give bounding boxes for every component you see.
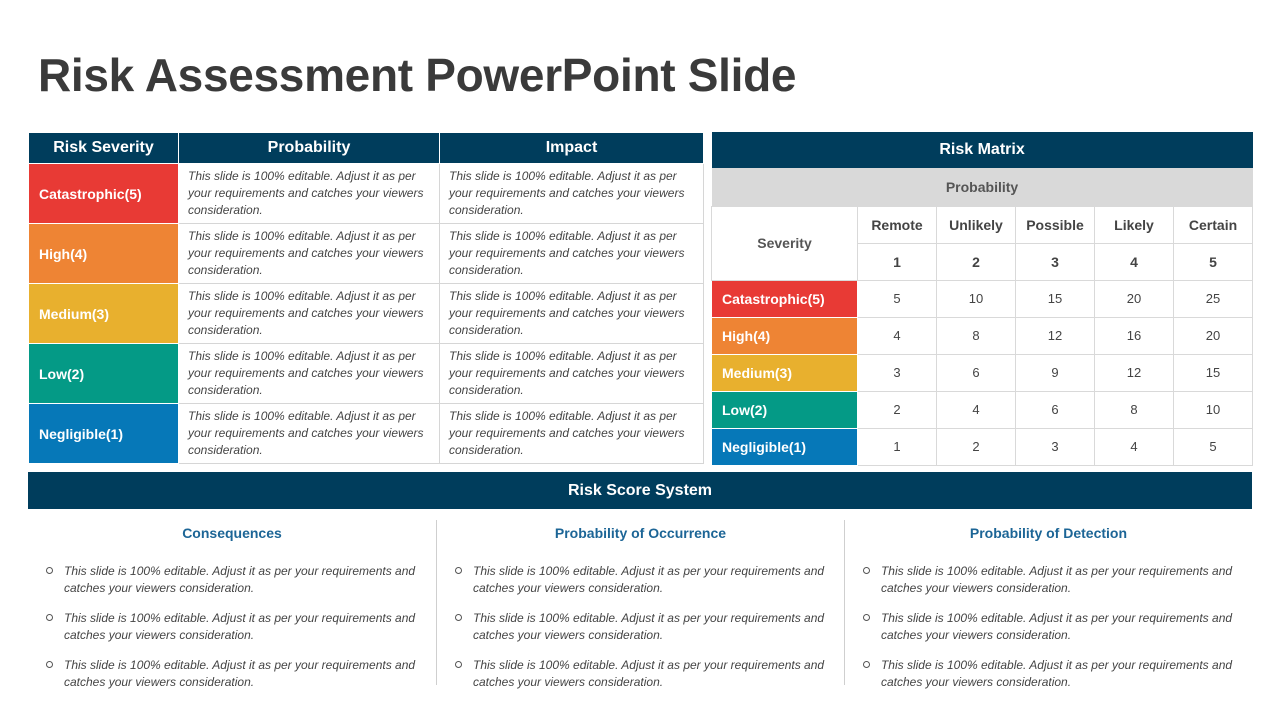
list-item bbox=[46, 657, 418, 691]
category-remote: Remote bbox=[858, 206, 937, 243]
matrix-probability-label: Probability bbox=[712, 168, 1253, 206]
page-title: Risk Assessment PowerPoint Slide bbox=[38, 49, 797, 101]
column-title: Probability of Occurrence bbox=[554, 525, 727, 541]
impact-cell: This slide is 100% editable. Adjust it as per your requirements and catches your viewers consideration. bbox=[440, 344, 704, 404]
table-row bbox=[29, 164, 704, 224]
matrix-cell: 6 bbox=[937, 354, 1016, 391]
circle-bullet-icon bbox=[455, 567, 462, 574]
header-probability: Probability bbox=[179, 133, 440, 164]
impact-cell: This slide is 100% editable. Adjust it as per your requirements and catches your viewers consideration. bbox=[440, 164, 704, 224]
list-item-text: This slide is 100% editable. Adjust it as per your requirements and catches your viewers consideration. bbox=[880, 611, 1233, 642]
matrix-cell: 20 bbox=[1095, 280, 1174, 317]
bullet-list bbox=[46, 563, 418, 691]
matrix-row bbox=[712, 428, 1253, 465]
matrix-cell: 2 bbox=[937, 428, 1016, 465]
matrix-cell: 16 bbox=[1095, 317, 1174, 354]
matrix-cell: 4 bbox=[937, 391, 1016, 428]
matrix-cell: 5 bbox=[1174, 428, 1253, 465]
list-item-text: This slide is 100% editable. Adjust it as per your requirements and catches your viewers consideration. bbox=[64, 611, 416, 642]
probability-number: 1 bbox=[858, 243, 937, 280]
table-row bbox=[29, 284, 704, 344]
probability-number: 2 bbox=[937, 243, 1016, 280]
probability-cell: This slide is 100% editable. Adjust it as per your requirements and catches your viewers consideration. bbox=[179, 404, 440, 464]
matrix-level-medium: Medium(3) bbox=[712, 354, 858, 391]
list-item-text: This slide is 100% editable. Adjust it as per your requirements and catches your viewers consideration. bbox=[64, 658, 416, 689]
matrix-cell: 3 bbox=[858, 354, 937, 391]
list-item bbox=[455, 610, 826, 644]
list-item bbox=[863, 657, 1234, 691]
matrix-level-low: Low(2) bbox=[712, 391, 858, 428]
impact-cell: This slide is 100% editable. Adjust it as per your requirements and catches your viewers consideration. bbox=[440, 284, 704, 344]
probability-cell: This slide is 100% editable. Adjust it as per your requirements and catches your viewers consideration. bbox=[179, 284, 440, 344]
matrix-row bbox=[712, 391, 1253, 428]
risk-severity-table bbox=[28, 132, 704, 464]
circle-bullet-icon bbox=[863, 614, 870, 621]
matrix-title-row bbox=[712, 132, 1253, 168]
matrix-row bbox=[712, 317, 1253, 354]
list-item bbox=[46, 563, 418, 597]
severity-level-negligible: Negligible(1) bbox=[29, 404, 179, 464]
matrix-level-catastrophic: Catastrophic(5) bbox=[712, 280, 858, 317]
circle-bullet-icon bbox=[455, 614, 462, 621]
severity-level-high: High(4) bbox=[29, 224, 179, 284]
bullet-list bbox=[455, 563, 826, 691]
list-item-text: This slide is 100% editable. Adjust it as per your requirements and catches your viewers consideration. bbox=[64, 564, 416, 595]
list-item bbox=[455, 657, 826, 691]
matrix-level-negligible: Negligible(1) bbox=[712, 428, 858, 465]
category-certain: Certain bbox=[1174, 206, 1253, 243]
matrix-title: Risk Matrix bbox=[712, 132, 1253, 168]
category-unlikely: Unlikely bbox=[937, 206, 1016, 243]
table-header-row bbox=[29, 133, 704, 164]
list-item bbox=[863, 610, 1234, 644]
matrix-cell: 8 bbox=[937, 317, 1016, 354]
list-item bbox=[455, 563, 826, 597]
matrix-row bbox=[712, 354, 1253, 391]
category-possible: Possible bbox=[1016, 206, 1095, 243]
risk-matrix-table bbox=[711, 132, 1253, 466]
probability-cell: This slide is 100% editable. Adjust it as per your requirements and catches your viewers consideration. bbox=[179, 164, 440, 224]
matrix-cell: 8 bbox=[1095, 391, 1174, 428]
matrix-level-high: High(4) bbox=[712, 317, 858, 354]
circle-bullet-icon bbox=[455, 661, 462, 668]
risk-score-system-header: Risk Score System bbox=[28, 472, 1252, 509]
table-row bbox=[29, 224, 704, 284]
list-item-text: This slide is 100% editable. Adjust it as per your requirements and catches your viewers consideration. bbox=[880, 564, 1233, 595]
circle-bullet-icon bbox=[46, 567, 53, 574]
circle-bullet-icon bbox=[863, 661, 870, 668]
header-risk-severity: Risk Severity bbox=[29, 133, 179, 164]
matrix-cell: 10 bbox=[1174, 391, 1253, 428]
matrix-cell: 5 bbox=[858, 280, 937, 317]
matrix-cell: 4 bbox=[1095, 428, 1174, 465]
column-title: Probability of Detection bbox=[969, 525, 1128, 541]
matrix-cell: 25 bbox=[1174, 280, 1253, 317]
probability-number: 3 bbox=[1016, 243, 1095, 280]
list-item-text: This slide is 100% editable. Adjust it as per your requirements and catches your viewers consideration. bbox=[472, 611, 825, 642]
bullet-list bbox=[863, 563, 1234, 691]
header-impact: Impact bbox=[440, 133, 704, 164]
probability-number: 5 bbox=[1174, 243, 1253, 280]
probability-of-occurrence-column bbox=[436, 520, 844, 689]
matrix-cell: 12 bbox=[1016, 317, 1095, 354]
matrix-cell: 15 bbox=[1174, 354, 1253, 391]
matrix-probability-row bbox=[712, 168, 1253, 206]
list-item bbox=[863, 563, 1234, 597]
table-row bbox=[29, 404, 704, 464]
circle-bullet-icon bbox=[46, 614, 53, 621]
matrix-cell: 6 bbox=[1016, 391, 1095, 428]
severity-level-low: Low(2) bbox=[29, 344, 179, 404]
impact-cell: This slide is 100% editable. Adjust it as per your requirements and catches your viewers consideration. bbox=[440, 224, 704, 284]
circle-bullet-icon bbox=[46, 661, 53, 668]
matrix-cell: 4 bbox=[858, 317, 937, 354]
category-likely: Likely bbox=[1095, 206, 1174, 243]
probability-cell: This slide is 100% editable. Adjust it as per your requirements and catches your viewers consideration. bbox=[179, 344, 440, 404]
list-item-text: This slide is 100% editable. Adjust it as per your requirements and catches your viewers consideration. bbox=[880, 658, 1233, 689]
matrix-cell: 9 bbox=[1016, 354, 1095, 391]
matrix-cell: 20 bbox=[1174, 317, 1253, 354]
matrix-cell: 12 bbox=[1095, 354, 1174, 391]
probability-of-detection-column bbox=[844, 520, 1252, 689]
list-item-text: This slide is 100% editable. Adjust it as per your requirements and catches your viewers consideration. bbox=[472, 658, 825, 689]
matrix-cell: 10 bbox=[937, 280, 1016, 317]
probability-number: 4 bbox=[1095, 243, 1174, 280]
matrix-cell: 2 bbox=[858, 391, 937, 428]
matrix-severity-label: Severity bbox=[712, 206, 858, 280]
consequences-column bbox=[28, 520, 436, 689]
table-row bbox=[29, 344, 704, 404]
severity-level-medium: Medium(3) bbox=[29, 284, 179, 344]
list-item bbox=[46, 610, 418, 644]
severity-level-catastrophic: Catastrophic(5) bbox=[29, 164, 179, 224]
impact-cell: This slide is 100% editable. Adjust it as per your requirements and catches your viewers consideration. bbox=[440, 404, 704, 464]
matrix-cell: 3 bbox=[1016, 428, 1095, 465]
list-item-text: This slide is 100% editable. Adjust it as per your requirements and catches your viewers consideration. bbox=[472, 564, 825, 595]
column-title: Consequences bbox=[182, 525, 282, 541]
matrix-cell: 1 bbox=[858, 428, 937, 465]
circle-bullet-icon bbox=[863, 567, 870, 574]
matrix-category-row bbox=[712, 206, 1253, 243]
risk-score-columns bbox=[28, 520, 1252, 689]
matrix-cell: 15 bbox=[1016, 280, 1095, 317]
matrix-row bbox=[712, 280, 1253, 317]
probability-cell: This slide is 100% editable. Adjust it as per your requirements and catches your viewers consideration. bbox=[179, 224, 440, 284]
